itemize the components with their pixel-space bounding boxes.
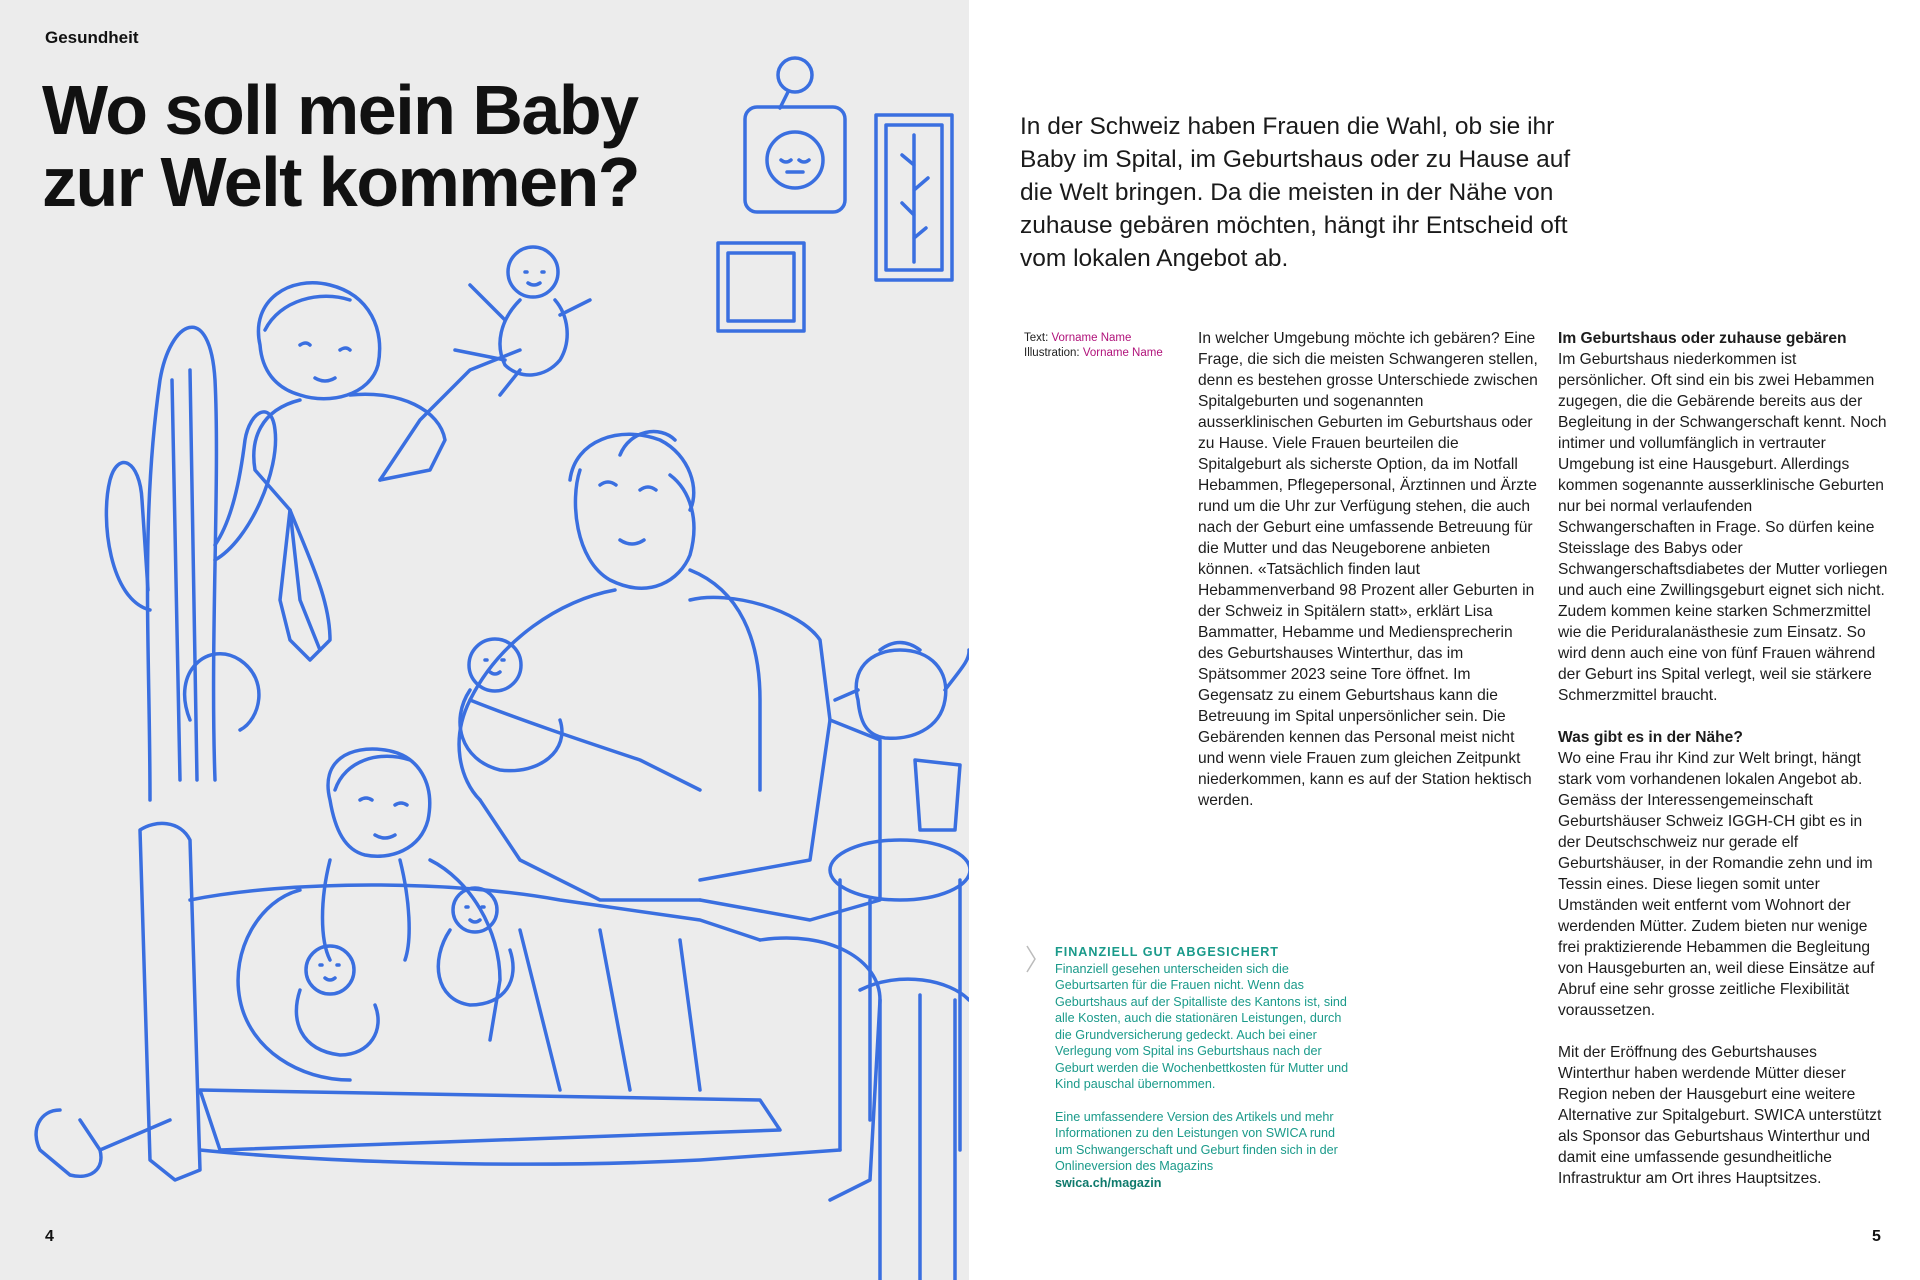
body-column-2 [1558, 328, 1888, 1189]
body-column-1 [1198, 328, 1538, 811]
seated-woman-figure-icon [459, 432, 760, 800]
subhead-birth-house: Im Geburtshaus oder zuhause gebären [1558, 330, 1847, 347]
lead-paragraph: In der Schweiz haben Frauen die Wahl, ob sie ihr Baby im Spital, im Geburtshaus oder zu Hause auf die Welt bringen. Da die meisten in der Nähe von zuhause gebären möchten, hängt ihr Entscheid oft vom lokalen Angebot ab. [1020, 113, 1571, 272]
column-2-paragraph-3: Mit der Eröffnung des Geburtshauses Winterthur haben werdende Mütter dieser Region neben der Hausgeburt eine weitere Alternative zur Spitalgeburt. SWICA unterstützt als Sponsor das Geburtshaus Winterthur und damit eine umfassende gesundheitliche Infrastruktur am Ort ihres Hauptsitzes. [1558, 1044, 1882, 1187]
illustration-credit-name: Vorname Name [1082, 347, 1163, 359]
armchair-icon [480, 597, 880, 920]
chevron-right-icon [1024, 944, 1038, 974]
section-label: Gesundheit [45, 28, 139, 47]
bed-icon [140, 823, 880, 1200]
sidebar-text-1: Finanziell gesehen unterscheiden sich die Geburtsarten für die Frauen nicht. Wenn das Geburtshaus auf der Spitalliste des Kantons ist, sind alle Kosten, auch die stationären Leistungen, durch die Grundversicherung gedeckt. Auch bei einer Verlegung vom Spital ins Geburtshaus nach der Geburt werden die Wochenbettkosten für Mutter und Kind pauschal übernommen. [1055, 961, 1349, 1091]
sidebar-title: FINANZIELL GUT ABGESICHERT [1055, 945, 1280, 959]
headline-line-1: Wo soll mein Baby [42, 71, 638, 149]
page-number-left: 4 [45, 1228, 54, 1245]
column-1-paragraph: In welcher Umgebung möchte ich gebären? Eine Frage, die sich die meisten Schwangeren stellen, denn es bestehen grosse Unterschiede zwischen Spitalgeburten und sogenannten ausserklinischen Geburten im Geburtshaus oder zu Hause. Viele Frauen beurteilen die Spitalgeburt als sicherste Option, da im Notfall Hebammen, Pflegepersonal, Ärztinnen und Ärzte rund um die Uhr zur Verfügung stehen, die auch nach der Geburt eine umfassende Betreuung für die Mutter und das Neugeborene anbieten können. «Tatsächlich finden laut Hebammenverband 98 Prozent aller Geburten in der Schweiz in Spitälern statt», erklärt Lisa Bammatter, Hebamme und Mediensprecherin des Geburtshauses Winterthur, das im Spätsommer 2023 seine Tore öffnet. Im Gegensatz zu einem Geburtshaus kann die Betreuung im Spital unpersönlicher sein. Die Gebärenden kennen das Personal meist nicht und wenn viele Frauen zum gleichen Zeitpunkt niederkommen, kann es auf der Station hektisch werden. [1198, 330, 1538, 809]
framed-picture-icon [876, 115, 952, 280]
column-2-paragraph-1: Im Geburtshaus niederkommen ist persönlicher. Oft sind ein bis zwei Hebammen zugegen, die die Gebärende bereits aus der Begleitung in der Schwangerschaft kennt. Noch intimer und vollumfänglich in vertrauter Umgebung ist eine Hausgeburt. Allerdings kommen sogenannte ausserklinische Geburten nur bei normal verlaufenden Schwangerschaften in Frage. So dürfen keine Steisslage des Babys oder Schwangerschaftsdiabetes der Mutter vorliegen und auch eine Zwillingsgeburt eignet sich nicht. Zudem kommen keine starken Schmerzmittel wie die Periduralanästhesie zum Einsatz. So wird denn auch eine von fünf Frauen während der Geburt ins Spital verlegt, weil sie stärkere Schmerzmittel braucht. [1558, 351, 1888, 704]
cactus-plant-icon [106, 327, 275, 800]
twin-baby-right-icon [438, 888, 513, 1005]
twin-baby-left-icon [296, 946, 378, 1055]
text-credit [1024, 331, 1194, 346]
wall-clock-icon [745, 58, 845, 212]
subhead-nearby: Was gibt es in der Nähe? [1558, 729, 1743, 746]
mug-icon [915, 760, 960, 830]
teapot-icon [835, 643, 969, 739]
text-credit-label: Text: [1024, 332, 1049, 344]
headline-line-2: zur Welt kommen? [42, 143, 640, 221]
side-table-icon [830, 840, 969, 1150]
magazine-link[interactable]: swica.ch/magazin [1055, 1175, 1162, 1190]
text-credit-name: Vorname Name [1051, 332, 1132, 344]
chair-icon [860, 979, 969, 1280]
column-2-paragraph-2: Wo eine Frau ihr Kind zur Welt bringt, hängt stark vom vorhandenen lokalen Angebot ab. Gemäss der Interessengemeinschaft Geburtshäuser Schweiz IGGH-CH gibt es in der Deutschschweiz nur gerade elf Geburtshäuser, in der Romandie zehn und im Tessin eines. Diese liegen somit unter Umständen weit entfernt vom Wohnort der werdenden Mütter. Zudem bieten nur wenige frei praktizierende Hebammen die Begleitung von Hausgeburten an, weil diese Einsätze auf Abruf eine sehr grosse zeitliche Flexibilität voraussetzen. [1558, 750, 1875, 1019]
illustration-credit-label: Illustration: [1024, 347, 1080, 359]
sidebar-text-2: Eine umfassendere Version des Artikels und mehr Informationen zu den Leistungen von SWICA rund um Schwangerschaft und Geburt finden sich in der Onlineversion des Magazins [1055, 1109, 1338, 1173]
lifted-baby-icon [455, 247, 590, 395]
page-number-right: 5 [1872, 1228, 1881, 1245]
man-figure-icon [254, 283, 520, 660]
illustration-credit [1024, 346, 1194, 361]
small-frame-icon [718, 243, 804, 331]
bed-woman-figure-icon [238, 749, 500, 1080]
held-baby-icon [460, 639, 562, 771]
credits [1024, 331, 1194, 361]
sidebar-box [1055, 944, 1355, 1191]
